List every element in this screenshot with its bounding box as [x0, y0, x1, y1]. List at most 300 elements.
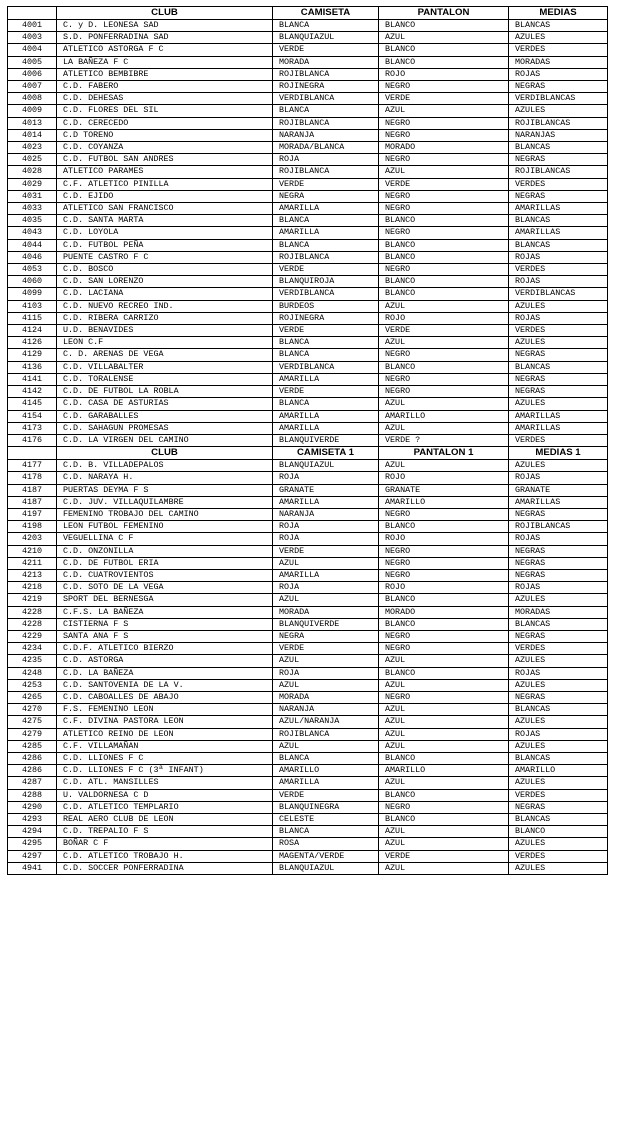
club-code-cell: 4007	[8, 81, 57, 93]
medias-cell: VERDES	[509, 643, 608, 655]
camiseta-cell: ROJINEGRA	[273, 81, 379, 93]
table-row	[8, 862, 608, 874]
pantalon-cell: NEGRO	[379, 264, 509, 276]
camiseta-cell: BLANCA	[273, 337, 379, 349]
club-code-cell: 4228	[8, 606, 57, 618]
club-name-cell: C.D. SOTO DE LA VEGA	[57, 582, 273, 594]
kit-colors-table-body	[8, 7, 608, 875]
pantalon-cell: VERDE	[379, 325, 509, 337]
medias-cell: AMARILLAS	[509, 422, 608, 434]
medias-cell: VERDES	[509, 264, 608, 276]
table-row	[8, 472, 608, 484]
header-camiseta: CAMISETA 1	[273, 447, 379, 460]
table-row	[8, 752, 608, 764]
club-code-cell: 4177	[8, 460, 57, 472]
camiseta-cell: VERDE	[273, 545, 379, 557]
table-row	[8, 655, 608, 667]
medias-cell: NEGRAS	[509, 630, 608, 642]
club-name-cell: SANTA ANA F S	[57, 630, 273, 642]
header-medias: MEDIAS	[509, 7, 608, 20]
club-code-cell: 4210	[8, 545, 57, 557]
camiseta-cell: BLANQUIVERDE	[273, 618, 379, 630]
medias-cell: NARANJAS	[509, 129, 608, 141]
club-name-cell: S.D. PONFERRADINA SAD	[57, 32, 273, 44]
table-row	[8, 740, 608, 752]
table-row	[8, 105, 608, 117]
pantalon-cell: BLANCO	[379, 276, 509, 288]
table-row	[8, 300, 608, 312]
table-row	[8, 521, 608, 533]
table-row	[8, 569, 608, 581]
camiseta-cell: BURDEOS	[273, 300, 379, 312]
medias-cell: MORADAS	[509, 606, 608, 618]
camiseta-cell: NEGRA	[273, 190, 379, 202]
camiseta-cell: MORADA	[273, 56, 379, 68]
table-row	[8, 288, 608, 300]
table-row	[8, 20, 608, 32]
camiseta-cell: ROJA	[273, 472, 379, 484]
club-name-cell: C.D. ATLETICO TEMPLARIO	[57, 801, 273, 813]
pantalon-cell: NEGRO	[379, 190, 509, 202]
club-name-cell: C.F. DIVINA PASTORA LEON	[57, 716, 273, 728]
club-name-cell: C.F. ATLETICO PINILLA	[57, 178, 273, 190]
pantalon-cell: BLANCO	[379, 752, 509, 764]
medias-cell: NEGRAS	[509, 386, 608, 398]
pantalon-cell: ROJO	[379, 472, 509, 484]
pantalon-cell: BLANCO	[379, 215, 509, 227]
medias-cell: VERDES	[509, 850, 608, 862]
table-row	[8, 251, 608, 263]
club-code-cell: 4197	[8, 508, 57, 520]
club-name-cell: C.D. CUATROVIENTOS	[57, 569, 273, 581]
camiseta-cell: ROJINEGRA	[273, 312, 379, 324]
camiseta-cell: ROJIBLANCA	[273, 251, 379, 263]
pantalon-cell: BLANCO	[379, 56, 509, 68]
pantalon-cell: BLANCO	[379, 667, 509, 679]
pantalon-cell: AZUL	[379, 704, 509, 716]
table-row	[8, 667, 608, 679]
camiseta-cell: BLANQUIVERDE	[273, 434, 379, 446]
club-name-cell: ATLETICO PARAMES	[57, 166, 273, 178]
club-name-cell: PUENTE CASTRO F C	[57, 251, 273, 263]
medias-cell: ROJAS	[509, 251, 608, 263]
table-row	[8, 533, 608, 545]
camiseta-cell: VERDE	[273, 643, 379, 655]
club-code-cell: 4270	[8, 704, 57, 716]
camiseta-cell: ROJA	[273, 533, 379, 545]
club-code-cell: 4235	[8, 655, 57, 667]
pantalon-cell: NEGRO	[379, 203, 509, 215]
medias-cell: AZULES	[509, 655, 608, 667]
camiseta-cell: BLANQUIAZUL	[273, 460, 379, 472]
camiseta-cell: BLANQUIAZUL	[273, 32, 379, 44]
medias-cell: VERDIBLANCAS	[509, 288, 608, 300]
club-name-cell: C.F.S. LA BAÑEZA	[57, 606, 273, 618]
pantalon-cell: NEGRO	[379, 227, 509, 239]
club-code-cell: 4294	[8, 826, 57, 838]
pantalon-cell: BLANCO	[379, 361, 509, 373]
club-name-cell: C.D. CERECEDO	[57, 117, 273, 129]
medias-cell: BLANCAS	[509, 239, 608, 251]
pantalon-cell: AZUL	[379, 105, 509, 117]
camiseta-cell: AZUL	[273, 740, 379, 752]
club-code-cell: 4126	[8, 337, 57, 349]
camiseta-cell: BLANCA	[273, 826, 379, 838]
pantalon-cell: NEGRO	[379, 691, 509, 703]
table-row	[8, 410, 608, 422]
club-name-cell: C. D. ARENAS DE VEGA	[57, 349, 273, 361]
medias-cell: ROJAS	[509, 472, 608, 484]
table-row	[8, 434, 608, 446]
pantalon-cell: NEGRO	[379, 129, 509, 141]
pantalon-cell: AMARILLO	[379, 765, 509, 777]
camiseta-cell: MORADA	[273, 606, 379, 618]
table-row	[8, 728, 608, 740]
pantalon-cell: AZUL	[379, 716, 509, 728]
club-name-cell: ATLETICO BEMBIBRE	[57, 68, 273, 80]
pantalon-cell: NEGRO	[379, 545, 509, 557]
club-code-cell: 4219	[8, 594, 57, 606]
table-row	[8, 190, 608, 202]
camiseta-cell: BLANQUIAZUL	[273, 862, 379, 874]
medias-cell: BLANCAS	[509, 20, 608, 32]
table-row	[8, 325, 608, 337]
table-row	[8, 594, 608, 606]
medias-cell: GRANATE	[509, 484, 608, 496]
club-name-cell: REAL AERO CLUB DE LEON	[57, 814, 273, 826]
pantalon-cell: ROJO	[379, 582, 509, 594]
medias-cell: NEGRAS	[509, 81, 608, 93]
medias-cell: AZULES	[509, 32, 608, 44]
camiseta-cell: BLANCA	[273, 105, 379, 117]
club-code-cell: 4141	[8, 373, 57, 385]
club-code-cell: 4941	[8, 862, 57, 874]
medias-cell: AZULES	[509, 679, 608, 691]
camiseta-cell: AZUL/NARANJA	[273, 716, 379, 728]
club-name-cell: C.D. VILLABALTER	[57, 361, 273, 373]
table-row	[8, 361, 608, 373]
header-camiseta: CAMISETA	[273, 7, 379, 20]
table-row	[8, 386, 608, 398]
medias-cell: AZULES	[509, 460, 608, 472]
club-code-cell: 4044	[8, 239, 57, 251]
club-name-cell: C.D. GARABALLES	[57, 410, 273, 422]
camiseta-cell: VERDE	[273, 44, 379, 56]
club-name-cell: ATLETICO ASTORGA F C	[57, 44, 273, 56]
medias-cell: NEGRAS	[509, 190, 608, 202]
pantalon-cell: AZUL	[379, 32, 509, 44]
table-row	[8, 93, 608, 105]
section2-header-row	[8, 447, 608, 460]
club-code-cell: 4043	[8, 227, 57, 239]
pantalon-cell: NEGRO	[379, 801, 509, 813]
camiseta-cell: AMARILLA	[273, 422, 379, 434]
medias-cell: ROJIBLANCAS	[509, 117, 608, 129]
medias-cell: NEGRAS	[509, 557, 608, 569]
club-code-cell: 4006	[8, 68, 57, 80]
medias-cell: VERDES	[509, 44, 608, 56]
medias-cell: VERDES	[509, 325, 608, 337]
table-row	[8, 166, 608, 178]
club-name-cell: C.D. FUTBOL PEÑA	[57, 239, 273, 251]
pantalon-cell: NEGRO	[379, 154, 509, 166]
club-name-cell: C.D. B. VILLADEPALOS	[57, 460, 273, 472]
pantalon-cell: AZUL	[379, 337, 509, 349]
medias-cell: ROJAS	[509, 68, 608, 80]
club-code-cell: 4154	[8, 410, 57, 422]
club-code-cell: 4115	[8, 312, 57, 324]
table-row	[8, 373, 608, 385]
medias-cell: BLANCAS	[509, 361, 608, 373]
pantalon-cell: NEGRO	[379, 117, 509, 129]
medias-cell: AMARILLAS	[509, 410, 608, 422]
club-code-cell: 4029	[8, 178, 57, 190]
medias-cell: NEGRAS	[509, 349, 608, 361]
camiseta-cell: BLANQUINEGRA	[273, 801, 379, 813]
medias-cell: BLANCO	[509, 826, 608, 838]
club-code-cell: 4023	[8, 142, 57, 154]
table-row	[8, 142, 608, 154]
pantalon-cell: BLANCO	[379, 789, 509, 801]
club-code-cell: 4198	[8, 521, 57, 533]
club-name-cell: C.D. LOYOLA	[57, 227, 273, 239]
table-row	[8, 32, 608, 44]
camiseta-cell: VERDE	[273, 789, 379, 801]
club-code-cell: 4295	[8, 838, 57, 850]
club-name-cell: C.D.F. ATLETICO BIERZO	[57, 643, 273, 655]
pantalon-cell: NEGRO	[379, 630, 509, 642]
pantalon-cell: NEGRO	[379, 557, 509, 569]
medias-cell: AZULES	[509, 838, 608, 850]
pantalon-cell: AZUL	[379, 777, 509, 789]
pantalon-cell: NEGRO	[379, 508, 509, 520]
pantalon-cell: AZUL	[379, 655, 509, 667]
pantalon-cell: NEGRO	[379, 373, 509, 385]
club-name-cell: LA BAÑEZA F C	[57, 56, 273, 68]
pantalon-cell: NEGRO	[379, 569, 509, 581]
club-name-cell: C.D. COYANZA	[57, 142, 273, 154]
club-name-cell: ATLETICO REINO DE LEON	[57, 728, 273, 740]
club-name-cell: LEON FUTBOL FEMENINO	[57, 521, 273, 533]
club-code-cell: 4033	[8, 203, 57, 215]
club-code-cell: 4001	[8, 20, 57, 32]
table-row	[8, 630, 608, 642]
table-row	[8, 337, 608, 349]
club-code-cell: 4265	[8, 691, 57, 703]
club-name-cell: C.D. RIBERA CARRIZO	[57, 312, 273, 324]
club-code-cell: 4286	[8, 765, 57, 777]
camiseta-cell: MAGENTA/VERDE	[273, 850, 379, 862]
header-blank	[8, 447, 57, 460]
medias-cell: ROJIBLANCAS	[509, 521, 608, 533]
club-code-cell: 4290	[8, 801, 57, 813]
pantalon-cell: AMARILLO	[379, 410, 509, 422]
pantalon-cell: ROJO	[379, 312, 509, 324]
club-name-cell: C.D. SANTA MARTA	[57, 215, 273, 227]
camiseta-cell: ROJA	[273, 521, 379, 533]
camiseta-cell: ROJIBLANCA	[273, 728, 379, 740]
kit-colors-table	[7, 6, 608, 875]
table-row	[8, 422, 608, 434]
table-row	[8, 178, 608, 190]
club-name-cell: BOÑAR C F	[57, 838, 273, 850]
table-row	[8, 765, 608, 777]
pantalon-cell: NEGRO	[379, 349, 509, 361]
header-club: CLUB	[57, 7, 273, 20]
club-name-cell: C.D. LLIONES F C	[57, 752, 273, 764]
medias-cell: AZULES	[509, 594, 608, 606]
club-code-cell: 4211	[8, 557, 57, 569]
pantalon-cell: BLANCO	[379, 20, 509, 32]
camiseta-cell: BLANCA	[273, 349, 379, 361]
club-code-cell: 4173	[8, 422, 57, 434]
pantalon-cell: AMARILLO	[379, 496, 509, 508]
header-pantalon: PANTALON 1	[379, 447, 509, 460]
club-code-cell: 4053	[8, 264, 57, 276]
club-code-cell: 4234	[8, 643, 57, 655]
medias-cell: AZULES	[509, 398, 608, 410]
camiseta-cell: BLANCA	[273, 752, 379, 764]
pantalon-cell: GRANATE	[379, 484, 509, 496]
camiseta-cell: ROJA	[273, 582, 379, 594]
medias-cell: NEGRAS	[509, 569, 608, 581]
club-name-cell: C.D. DE FUTBOL ERIA	[57, 557, 273, 569]
club-code-cell: 4060	[8, 276, 57, 288]
medias-cell: AMARILLAS	[509, 203, 608, 215]
pantalon-cell: AZUL	[379, 679, 509, 691]
pantalon-cell: AZUL	[379, 728, 509, 740]
table-row	[8, 276, 608, 288]
camiseta-cell: AMARILLA	[273, 203, 379, 215]
kit-colors-document	[7, 6, 608, 875]
club-code-cell: 4124	[8, 325, 57, 337]
camiseta-cell: ROJA	[273, 667, 379, 679]
club-code-cell: 4008	[8, 93, 57, 105]
table-row	[8, 81, 608, 93]
club-code-cell: 4129	[8, 349, 57, 361]
section1-header-row	[8, 7, 608, 20]
table-row	[8, 545, 608, 557]
medias-cell: ROJAS	[509, 312, 608, 324]
camiseta-cell: AMARILLA	[273, 227, 379, 239]
table-row	[8, 643, 608, 655]
camiseta-cell: AMARILLA	[273, 373, 379, 385]
table-row	[8, 850, 608, 862]
medias-cell: NEGRAS	[509, 545, 608, 557]
club-code-cell: 4203	[8, 533, 57, 545]
club-name-cell: VEGUELLINA C F	[57, 533, 273, 545]
club-name-cell: C.D. FLORES DEL SIL	[57, 105, 273, 117]
table-row	[8, 704, 608, 716]
camiseta-cell: AMARILLO	[273, 765, 379, 777]
medias-cell: ROJAS	[509, 667, 608, 679]
club-code-cell: 4103	[8, 300, 57, 312]
table-row	[8, 227, 608, 239]
medias-cell: ROJAS	[509, 533, 608, 545]
table-row	[8, 679, 608, 691]
club-name-cell: LEON C.F	[57, 337, 273, 349]
camiseta-cell: BLANCA	[273, 239, 379, 251]
camiseta-cell: BLANCA	[273, 215, 379, 227]
medias-cell: AMARILLO	[509, 765, 608, 777]
club-name-cell: C.D. NUEVO RECREO IND.	[57, 300, 273, 312]
pantalon-cell: ROJO	[379, 68, 509, 80]
club-name-cell: C.D. ONZONILLA	[57, 545, 273, 557]
club-code-cell: 4136	[8, 361, 57, 373]
club-code-cell: 4005	[8, 56, 57, 68]
pantalon-cell: BLANCO	[379, 618, 509, 630]
pantalon-cell: BLANCO	[379, 814, 509, 826]
camiseta-cell: VERDIBLANCA	[273, 361, 379, 373]
club-code-cell: 4028	[8, 166, 57, 178]
camiseta-cell: AZUL	[273, 594, 379, 606]
table-row	[8, 557, 608, 569]
pantalon-cell: VERDE	[379, 850, 509, 862]
club-code-cell: 4187	[8, 496, 57, 508]
pantalon-cell: BLANCO	[379, 594, 509, 606]
medias-cell: BLANCAS	[509, 752, 608, 764]
club-code-cell: 4025	[8, 154, 57, 166]
pantalon-cell: NEGRO	[379, 386, 509, 398]
camiseta-cell: NEGRA	[273, 630, 379, 642]
club-code-cell: 4275	[8, 716, 57, 728]
table-row	[8, 606, 608, 618]
table-row	[8, 801, 608, 813]
pantalon-cell: AZUL	[379, 862, 509, 874]
header-pantalon: PANTALON	[379, 7, 509, 20]
club-name-cell: C.D. LA BAÑEZA	[57, 667, 273, 679]
table-row	[8, 264, 608, 276]
club-name-cell: C.D TORENO	[57, 129, 273, 141]
table-row	[8, 496, 608, 508]
medias-cell: BLANCAS	[509, 142, 608, 154]
medias-cell: AZULES	[509, 862, 608, 874]
club-name-cell: C.D. ASTORGA	[57, 655, 273, 667]
club-code-cell: 4285	[8, 740, 57, 752]
medias-cell: AZULES	[509, 777, 608, 789]
pantalon-cell: MORADO	[379, 606, 509, 618]
medias-cell: AZULES	[509, 105, 608, 117]
camiseta-cell: AMARILLA	[273, 569, 379, 581]
club-code-cell: 4286	[8, 752, 57, 764]
club-code-cell: 4229	[8, 630, 57, 642]
table-row	[8, 691, 608, 703]
club-name-cell: C.D. TORALENSE	[57, 373, 273, 385]
club-name-cell: C.D. LA VIRGEN DEL CAMINO	[57, 434, 273, 446]
medias-cell: NEGRAS	[509, 801, 608, 813]
camiseta-cell: ROJA	[273, 154, 379, 166]
medias-cell: NEGRAS	[509, 154, 608, 166]
medias-cell: ROJAS	[509, 582, 608, 594]
club-name-cell: C.D. ATL. MANSILLES	[57, 777, 273, 789]
club-name-cell: C.D. SAHAGUN PROMESAS	[57, 422, 273, 434]
table-row	[8, 44, 608, 56]
club-code-cell: 4014	[8, 129, 57, 141]
club-name-cell: C.D. EJIDO	[57, 190, 273, 202]
club-code-cell: 4213	[8, 569, 57, 581]
pantalon-cell: BLANCO	[379, 239, 509, 251]
header-blank	[8, 7, 57, 20]
camiseta-cell: NARANJA	[273, 704, 379, 716]
camiseta-cell: NARANJA	[273, 508, 379, 520]
club-code-cell: 4003	[8, 32, 57, 44]
pantalon-cell: BLANCO	[379, 44, 509, 56]
medias-cell: VERDES	[509, 789, 608, 801]
club-name-cell: C. y D. LEONESA SAD	[57, 20, 273, 32]
club-code-cell: 4253	[8, 679, 57, 691]
club-name-cell: C.D. LLIONES F C (3ª INFANT)	[57, 765, 273, 777]
table-row	[8, 56, 608, 68]
